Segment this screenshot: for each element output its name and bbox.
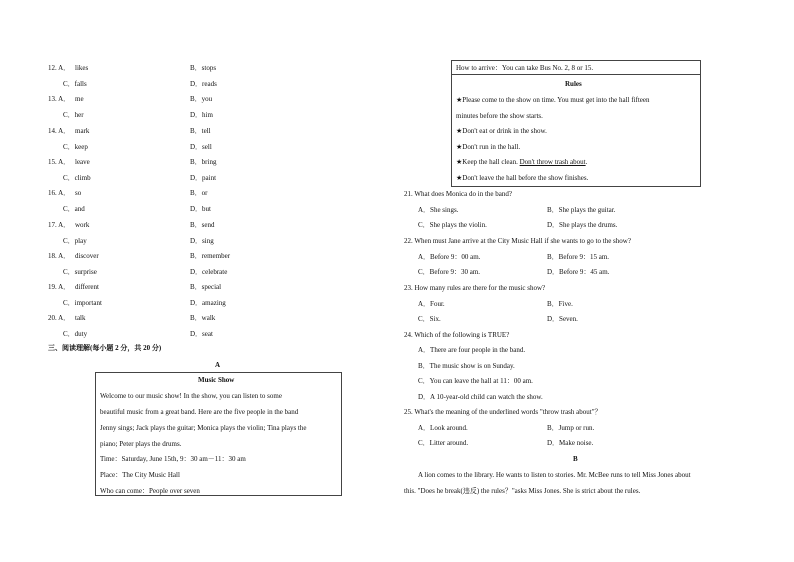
option-c: C．surprise (63, 268, 97, 276)
option-c: C．keep (63, 143, 88, 151)
option-c: C．important (63, 299, 102, 307)
question-number: 20. A． (48, 314, 71, 322)
option-b: B．Before 9：15 am. (547, 253, 610, 261)
rule-4: ★Keep the hall clean. Don't throw trash about. (456, 158, 588, 166)
q25-option-d: D．Make noise. (547, 439, 594, 447)
music-show-who: Who can come：People over seven (100, 487, 200, 495)
option-d: D．celebrate (190, 268, 228, 276)
option-a: work (75, 221, 90, 229)
option-b: B．Five. (547, 300, 573, 308)
option-a: A．She sings. (418, 206, 459, 214)
q24-option: D．A 10-year-old child can watch the show. (418, 393, 543, 401)
option-b: B．or (190, 189, 208, 197)
option-d: D．sing (190, 237, 214, 245)
option-b: B．She plays the guitar. (547, 206, 616, 214)
music-show-time: Time：Saturday, June 15th, 9：30 am－11：30 am (100, 455, 246, 463)
option-d: D．him (190, 111, 213, 119)
option-c: C．duty (63, 330, 88, 338)
option-a: mark (75, 127, 90, 135)
option-d: D．amazing (190, 299, 226, 307)
question-number: 14. A． (48, 127, 71, 135)
option-d: D．Before 9：45 am. (547, 268, 610, 276)
question-number: 15. A． (48, 158, 71, 166)
question-25: 25. What's the meaning of the underlined words "throw trash about"？ (404, 408, 602, 416)
option-c: C．climb (63, 174, 91, 182)
option-d: D．sell (190, 143, 212, 151)
question-text: 23. How many rules are there for the music show? (404, 284, 546, 292)
option-c: C．Before 9：30 am. (418, 268, 481, 276)
music-show-place: Place：The City Music Hall (100, 471, 180, 479)
question-number: 18. A． (48, 252, 71, 260)
option-d: D．paint (190, 174, 217, 182)
arrive-line: How to arrive：You can take Bus No. 2, 8 or 15. (456, 64, 594, 72)
music-show-line: beautiful music from a great band. Here are the five people in the band (100, 408, 299, 416)
q24-option: C．You can leave the hall at 11：00 am. (418, 377, 533, 385)
q24-option: A．There are four people in the band. (418, 346, 526, 354)
option-d: D．reads (190, 80, 217, 88)
option-c: C．falls (63, 80, 87, 88)
option-b: B．stops (190, 64, 217, 72)
option-a: different (75, 283, 99, 291)
option-b: B．send (190, 221, 215, 229)
q24-option: B．The music show is on Sunday. (418, 362, 515, 370)
music-show-line: Welcome to our music show! In the show, you can listen to some (100, 392, 282, 400)
rule-1: ★Please come to the show on time. You must get into the hall fifteen (456, 96, 650, 104)
option-b: B．walk (190, 314, 216, 322)
question-number: 12. A． (48, 64, 71, 72)
music-show-line: Jenny sings; Jack plays the guitar; Monica plays the violin; Tina plays the (100, 424, 307, 432)
option-a: talk (75, 314, 86, 322)
option-a: likes (75, 64, 89, 72)
rule-1-cont: minutes before the show starts. (456, 112, 543, 120)
option-a: leave (75, 158, 90, 166)
option-d: D．but (190, 205, 211, 213)
question-text: 21. What does Monica do in the band? (404, 190, 512, 198)
music-show-title: Music Show (198, 376, 235, 384)
rule-3: ★Don't run in the hall. (456, 143, 521, 151)
option-d: D．She plays the drums. (547, 221, 618, 229)
question-number: 19. A． (48, 283, 71, 291)
option-b: B．you (190, 95, 213, 103)
option-b: B．remember (190, 252, 231, 260)
question-text: 22. When must Jane arrive at the City Music Hall if she wants to go to the show? (404, 237, 631, 245)
question-24: 24. Which of the following is TRUE? (404, 331, 510, 339)
option-b: B．bring (190, 158, 217, 166)
option-c: C．play (63, 237, 87, 245)
option-c: C．her (63, 111, 84, 119)
option-a: so (75, 189, 82, 197)
option-b: B．tell (190, 127, 211, 135)
passage-b-line: A lion comes to the library. He wants to listen to stories. Mr. McBee runs to tell Miss Jones about (418, 471, 691, 479)
passage-a-letter: A (215, 361, 221, 369)
underlined-phrase: Don't throw trash about (519, 158, 586, 166)
rule-2: ★Don't eat or drink in the show. (456, 127, 547, 135)
passage-b-letter: B (573, 455, 578, 463)
option-d: D．Seven. (547, 315, 578, 323)
option-a: A．Before 9：00 am. (418, 253, 481, 261)
option-d: D．seat (190, 330, 213, 338)
option-b: B．special (190, 283, 222, 291)
rules-title: Rules (565, 80, 582, 88)
option-c: C．and (63, 205, 85, 213)
option-a: A．Four. (418, 300, 445, 308)
rules-divider (451, 74, 701, 75)
question-number: 13. A． (48, 95, 71, 103)
question-number: 17. A． (48, 221, 71, 229)
q25-option-c: C．Litter around. (418, 439, 469, 447)
rule-5: ★Don't leave the hall before the show finishes. (456, 174, 589, 182)
section-heading: 三、阅读理解(每小题 2 分，共 20 分) (48, 344, 162, 352)
option-c: C．She plays the violin. (418, 221, 487, 229)
option-a: me (75, 95, 84, 103)
question-number: 16. A． (48, 189, 71, 197)
q25-option-a: A．Look around. (418, 424, 468, 432)
option-c: C．Six. (418, 315, 441, 323)
q25-option-b: B．Jump or run. (547, 424, 595, 432)
option-a: discover (75, 252, 99, 260)
music-show-line: piano; Peter plays the drums. (100, 440, 182, 448)
passage-b-line: this. "Does he break(违反) the rules？"asks Miss Jones. She is strict about the rules. (404, 487, 641, 495)
